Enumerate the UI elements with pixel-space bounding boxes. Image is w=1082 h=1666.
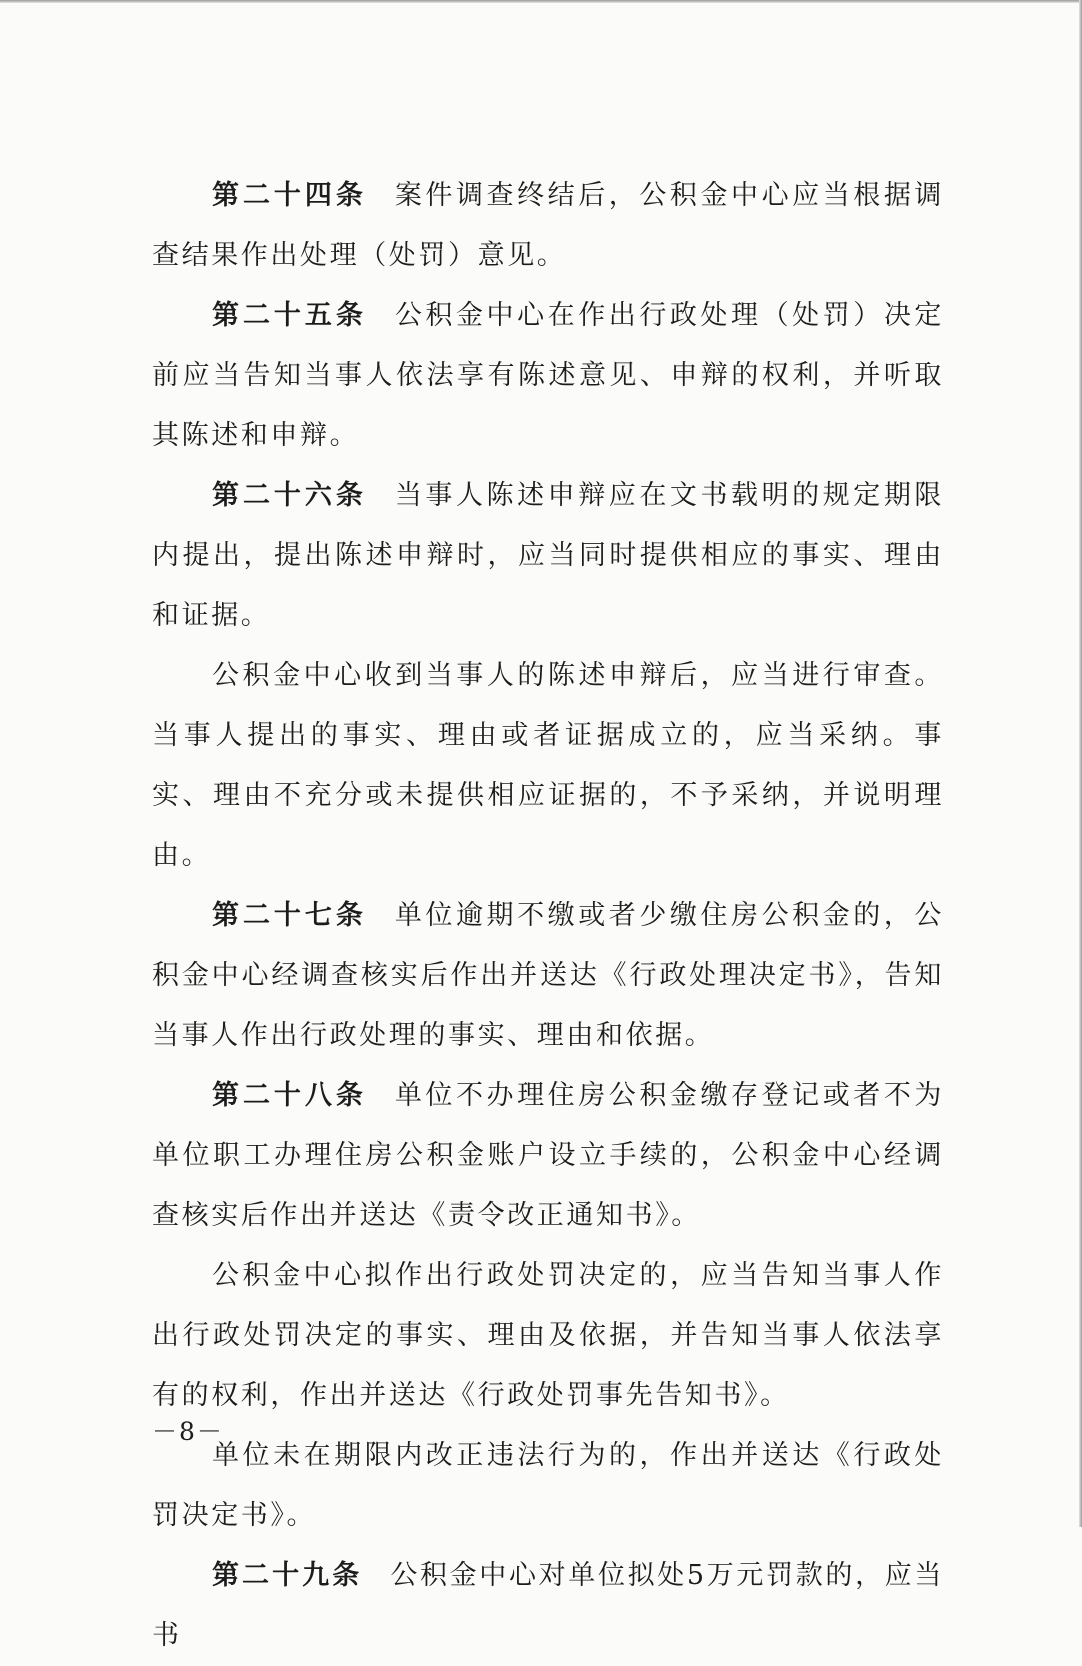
article-text: 单位不办理住房公积金缴存登记或者不为单位职工办理住房公积金账户设立手续的，公积金中心经调查核实后作出并送达《责令改正通知书》。 — [152, 1080, 944, 1231]
paragraph-text: 公积金中心收到当事人的陈述申辩后，应当进行审查。当事人提出的事实、理由或者证据成立的，应当采纳。事实、理由不充分或未提供相应证据的，不予采纳，并说明理由。 — [152, 660, 944, 871]
article-heading: 第二十四条 — [212, 180, 367, 211]
article-27 — [152, 886, 944, 1066]
article-heading: 第二十五条 — [212, 300, 367, 331]
article-text: 公积金中心在作出行政处理（处罚）决定前应当告知当事人依法享有陈述意见、申辩的权利，并听取其陈述和申辩。 — [152, 300, 944, 451]
page-number: －8－ — [152, 1417, 224, 1446]
article-text: 当事人陈述申辩应在文书载明的规定期限内提出，提出陈述申辩时，应当同时提供相应的事实、理由和证据。 — [152, 480, 944, 631]
article-text: 单位逾期不缴或者少缴住房公积金的，公积金中心经调查核实后作出并送达《行政处理决定书》，告知当事人作出行政处理的事实、理由和依据。 — [152, 900, 944, 1051]
paragraph-text: 公积金中心拟作出行政处罚决定的，应当告知当事人作出行政处罚决定的事实、理由及依据，并告知当事人依法享有的权利，作出并送达《行政处罚事先告知书》。 — [152, 1260, 944, 1411]
article-text: 案件调查终结后，公积金中心应当根据调查结果作出处理（处罚）意见。 — [152, 180, 944, 271]
article-28 — [152, 1066, 944, 1246]
document-body — [152, 166, 944, 1666]
article-28-para-2 — [152, 1246, 944, 1426]
article-24 — [152, 166, 944, 286]
article-heading: 第二十八条 — [212, 1080, 367, 1111]
article-29 — [152, 1546, 944, 1666]
article-25 — [152, 286, 944, 466]
article-26-para-2 — [152, 646, 944, 886]
article-26 — [152, 466, 944, 646]
article-heading: 第二十六条 — [212, 480, 367, 511]
scan-edge-top — [0, 0, 1082, 3]
article-text: 公积金中心对单位拟处5万元罚款的，应当书 — [152, 1560, 945, 1651]
article-heading: 第二十七条 — [212, 900, 367, 931]
article-28-para-3 — [152, 1426, 944, 1546]
article-heading: 第二十九条 — [212, 1560, 363, 1591]
paragraph-text: 单位未在期限内改正违法行为的，作出并送达《行政处罚决定书》。 — [152, 1440, 944, 1531]
